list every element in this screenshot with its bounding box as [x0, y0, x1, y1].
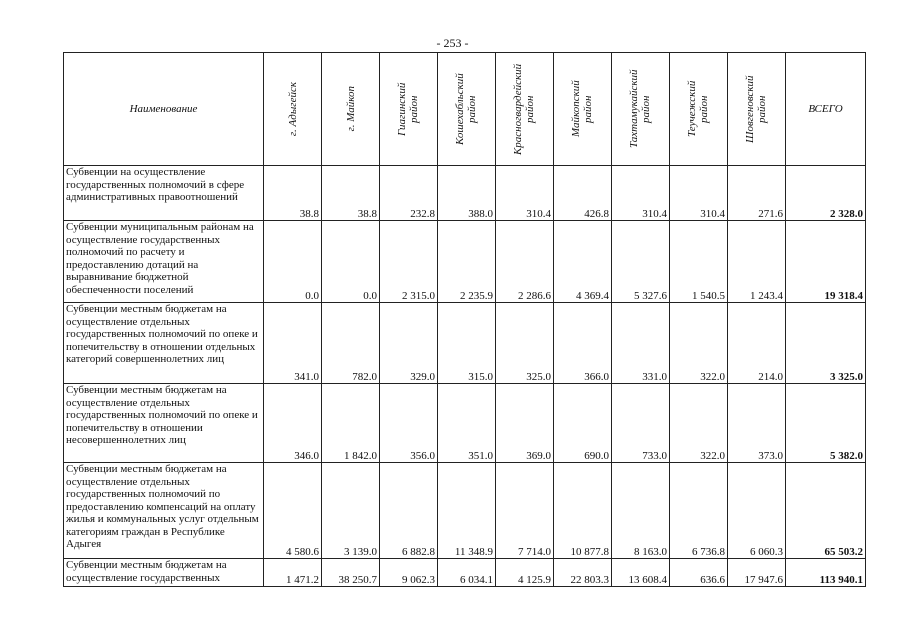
cell-value: 1 842.0	[322, 384, 380, 463]
cell-value: 636.6	[670, 559, 728, 587]
header-label: Майкопский район	[569, 80, 594, 138]
table-row	[64, 384, 866, 463]
header-giaginsky	[380, 53, 438, 166]
row-name: Субвенции местным бюджетам на осуществление государственных	[64, 559, 264, 587]
cell-value: 6 034.1	[438, 559, 496, 587]
header-koshekhablsky	[438, 53, 496, 166]
cell-value: 10 877.8	[554, 463, 612, 559]
cell-total: 113 940.1	[786, 559, 866, 587]
cell-value: 8 163.0	[612, 463, 670, 559]
table-row	[64, 463, 866, 559]
cell-value: 0.0	[322, 221, 380, 303]
header-maykop-city	[322, 53, 380, 166]
cell-value: 38 250.7	[322, 559, 380, 587]
cell-value: 310.4	[612, 166, 670, 221]
cell-value: 310.4	[496, 166, 554, 221]
cell-value: 5 327.6	[612, 221, 670, 303]
cell-value: 346.0	[264, 384, 322, 463]
header-krasnogvardeysky	[496, 53, 554, 166]
cell-value: 2 286.6	[496, 221, 554, 303]
cell-value: 356.0	[380, 384, 438, 463]
row-name: Субвенции местным бюджетам на осуществление отдельных государственных полномочий по опеке и попечительству в отношении отдельных категорий совершеннолетних лиц	[64, 303, 264, 384]
header-name: Наименование	[64, 53, 264, 166]
header-label: Шовгеновский район	[743, 75, 768, 143]
header-label: Кошехабльский район	[453, 73, 478, 145]
header-shovgenovsky	[728, 53, 786, 166]
cell-value: 6 736.8	[670, 463, 728, 559]
cell-value: 7 714.0	[496, 463, 554, 559]
cell-value: 3 139.0	[322, 463, 380, 559]
row-name: Субвенции муниципальным районам на осуществление государственных полномочий по расчету и предоставлению дотаций на выравнивание бюджетной обеспеченности поселений	[64, 221, 264, 303]
cell-value: 325.0	[496, 303, 554, 384]
cell-value: 0.0	[264, 221, 322, 303]
cell-value: 329.0	[380, 303, 438, 384]
cell-value: 11 348.9	[438, 463, 496, 559]
header-label: Красногвардейский район	[511, 63, 536, 155]
cell-value: 1 540.5	[670, 221, 728, 303]
header-label: Тахтамукайский район	[627, 69, 652, 149]
cell-value: 388.0	[438, 166, 496, 221]
table-row	[64, 559, 866, 587]
header-label: Гиагинский район	[395, 82, 420, 136]
cell-value: 1 471.2	[264, 559, 322, 587]
cell-value: 341.0	[264, 303, 322, 384]
header-label: г. Адыгейск	[286, 81, 299, 137]
header-takhtamukaysky	[612, 53, 670, 166]
row-name: Субвенции местным бюджетам на осуществление отдельных государственных полномочий по предоставлению компенсаций на оплату жилья и коммунальных услуг отдельным категориям граждан в Республике Адыгея	[64, 463, 264, 559]
cell-value: 322.0	[670, 384, 728, 463]
page-number: - 253 -	[436, 36, 469, 50]
cell-value: 13 608.4	[612, 559, 670, 587]
row-name: Субвенции на осуществление государственных полномочий в сфере административных правоотношений	[64, 166, 264, 221]
cell-value: 9 062.3	[380, 559, 438, 587]
cell-total: 19 318.4	[786, 221, 866, 303]
budget-table	[63, 52, 866, 587]
cell-value: 214.0	[728, 303, 786, 384]
cell-value: 733.0	[612, 384, 670, 463]
cell-value: 366.0	[554, 303, 612, 384]
header-label: г. Майкоп	[344, 86, 357, 132]
cell-value: 38.8	[322, 166, 380, 221]
cell-value: 232.8	[380, 166, 438, 221]
cell-value: 4 580.6	[264, 463, 322, 559]
cell-value: 690.0	[554, 384, 612, 463]
cell-value: 1 243.4	[728, 221, 786, 303]
cell-value: 426.8	[554, 166, 612, 221]
header-maykopsky	[554, 53, 612, 166]
cell-total: 2 328.0	[786, 166, 866, 221]
header-teuchezhsky	[670, 53, 728, 166]
table-row	[64, 221, 866, 303]
cell-value: 315.0	[438, 303, 496, 384]
cell-total: 5 382.0	[786, 384, 866, 463]
cell-value: 271.6	[728, 166, 786, 221]
cell-value: 2 235.9	[438, 221, 496, 303]
cell-value: 4 369.4	[554, 221, 612, 303]
cell-value: 322.0	[670, 303, 728, 384]
cell-value: 6 882.8	[380, 463, 438, 559]
table-header-row	[64, 53, 866, 166]
cell-value: 22 803.3	[554, 559, 612, 587]
cell-value: 2 315.0	[380, 221, 438, 303]
cell-value: 331.0	[612, 303, 670, 384]
cell-total: 65 503.2	[786, 463, 866, 559]
cell-total: 3 325.0	[786, 303, 866, 384]
cell-value: 38.8	[264, 166, 322, 221]
cell-value: 373.0	[728, 384, 786, 463]
cell-value: 351.0	[438, 384, 496, 463]
cell-value: 782.0	[322, 303, 380, 384]
header-adygeysk	[264, 53, 322, 166]
cell-value: 310.4	[670, 166, 728, 221]
header-total: ВСЕГО	[786, 53, 866, 166]
cell-value: 4 125.9	[496, 559, 554, 587]
cell-value: 17 947.6	[728, 559, 786, 587]
table-row	[64, 303, 866, 384]
cell-value: 6 060.3	[728, 463, 786, 559]
cell-value: 369.0	[496, 384, 554, 463]
row-name: Субвенции местным бюджетам на осуществление отдельных государственных полномочий по опеке и попечительству в отношении несовершеннолетних лиц	[64, 384, 264, 463]
table-row	[64, 166, 866, 221]
header-label: Теучежский район	[685, 80, 710, 138]
